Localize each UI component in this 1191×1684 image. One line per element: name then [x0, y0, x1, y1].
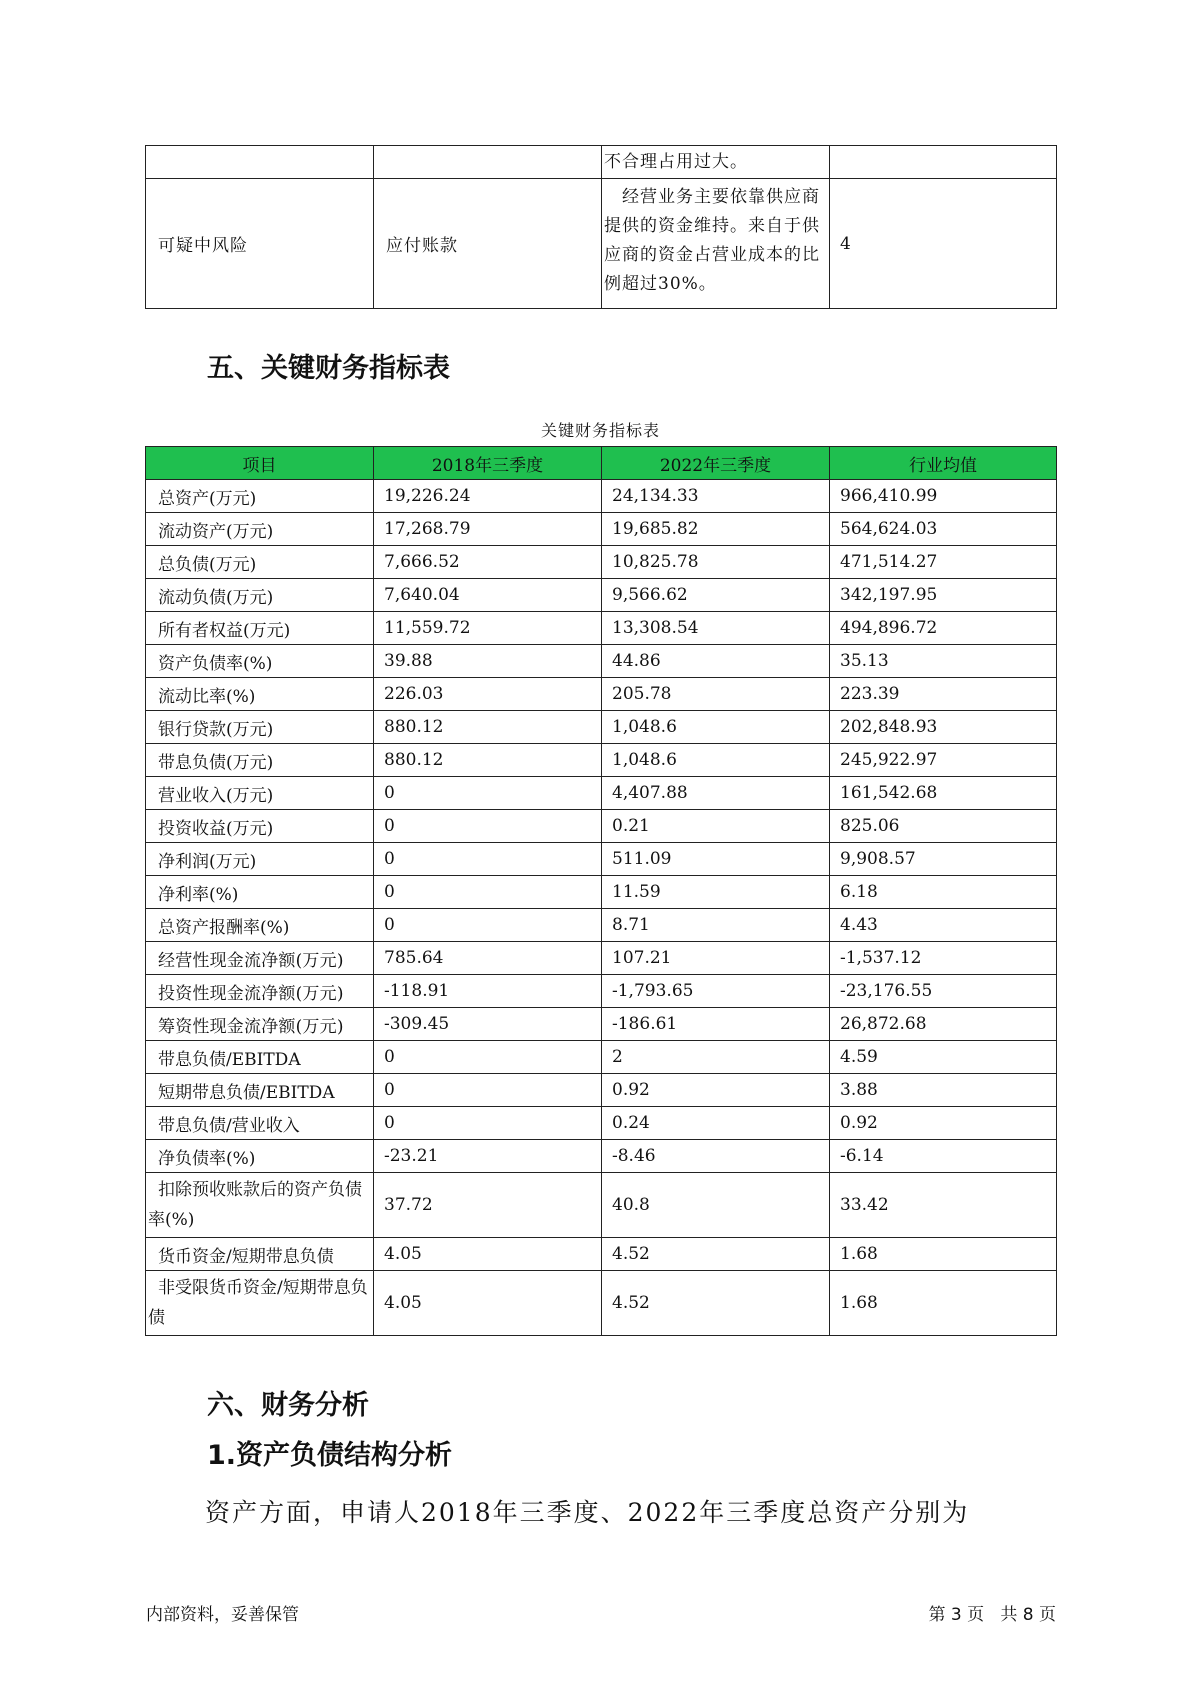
kpi-value: 0 [374, 909, 602, 942]
risk-type [146, 146, 374, 179]
kpi-value: 40.8 [602, 1173, 830, 1238]
kpi-item-label: 带息负债/EBITDA [146, 1041, 374, 1074]
kpi-item-label: 经营性现金流净额(万元) [146, 942, 374, 975]
kpi-row [146, 579, 1057, 612]
kpi-value: -23.21 [374, 1140, 602, 1173]
kpi-value: 966,410.99 [830, 480, 1057, 513]
kpi-value: 4.52 [602, 1238, 830, 1271]
kpi-value: 10,825.78 [602, 546, 830, 579]
kpi-row [146, 1041, 1057, 1074]
kpi-item-label: 货币资金/短期带息负债 [146, 1238, 374, 1271]
kpi-row [146, 942, 1057, 975]
kpi-value: 564,624.03 [830, 513, 1057, 546]
kpi-row [146, 678, 1057, 711]
kpi-row [146, 711, 1057, 744]
kpi-value: 37.72 [374, 1173, 602, 1238]
subsection-1-heading: 1.资产负债结构分析 [207, 1440, 453, 1471]
kpi-value: 4,407.88 [602, 777, 830, 810]
kpi-row [146, 1074, 1057, 1107]
section-5-heading: 五、关键财务指标表 [207, 353, 450, 384]
kpi-item-label: 筹资性现金流净额(万元) [146, 1008, 374, 1041]
kpi-value: 0 [374, 876, 602, 909]
kpi-value: -1,793.65 [602, 975, 830, 1008]
kpi-value: 4.05 [374, 1271, 602, 1336]
kpi-value: 11,559.72 [374, 612, 602, 645]
kpi-item-label: 营业收入(万元) [146, 777, 374, 810]
kpi-row [146, 744, 1057, 777]
kpi-row [146, 1107, 1057, 1140]
kpi-row [146, 810, 1057, 843]
kpi-value: 9,566.62 [602, 579, 830, 612]
kpi-value: 342,197.95 [830, 579, 1057, 612]
kpi-value: 13,308.54 [602, 612, 830, 645]
kpi-item-label: 净负债率(%) [146, 1140, 374, 1173]
kpi-value: 0 [374, 1041, 602, 1074]
kpi-value: 223.39 [830, 678, 1057, 711]
kpi-value: 0.92 [830, 1107, 1057, 1140]
kpi-value: 0 [374, 843, 602, 876]
kpi-item-label: 投资性现金流净额(万元) [146, 975, 374, 1008]
kpi-value: 35.13 [830, 645, 1057, 678]
kpi-row [146, 975, 1057, 1008]
kpi-value: 1.68 [830, 1238, 1057, 1271]
kpi-row [146, 480, 1057, 513]
kpi-value: 1,048.6 [602, 711, 830, 744]
kpi-item-label: 流动负债(万元) [146, 579, 374, 612]
kpi-value: 880.12 [374, 744, 602, 777]
kpi-row [146, 1173, 1057, 1238]
kpi-value: 11.59 [602, 876, 830, 909]
kpi-value: -6.14 [830, 1140, 1057, 1173]
kpi-value: 4.05 [374, 1238, 602, 1271]
table-caption: 关键财务指标表 [540, 421, 660, 440]
kpi-value: -8.46 [602, 1140, 830, 1173]
risk-description: 不合理占用过大。 [602, 146, 830, 179]
kpi-row [146, 1008, 1057, 1041]
kpi-item-label: 所有者权益(万元) [146, 612, 374, 645]
kpi-value: 107.21 [602, 942, 830, 975]
risk-type: 可疑中风险 [146, 179, 374, 309]
kpi-row [146, 909, 1057, 942]
kpi-value: 1,048.6 [602, 744, 830, 777]
kpi-row [146, 1271, 1057, 1336]
kpi-value: 4.59 [830, 1041, 1057, 1074]
kpi-item-label: 带息负债(万元) [146, 744, 374, 777]
kpi-header-cell: 2022年三季度 [602, 447, 830, 480]
kpi-value: 825.06 [830, 810, 1057, 843]
risk-row [146, 179, 1057, 309]
kpi-value: 19,685.82 [602, 513, 830, 546]
kpi-row [146, 843, 1057, 876]
kpi-row [146, 1140, 1057, 1173]
kpi-item-label: 流动比率(%) [146, 678, 374, 711]
kpi-value: 0 [374, 1074, 602, 1107]
kpi-value: 26,872.68 [830, 1008, 1057, 1041]
kpi-header-cell: 项目 [146, 447, 374, 480]
kpi-value: -23,176.55 [830, 975, 1057, 1008]
risk-description: 经营业务主要依靠供应商提供的资金维持。来自于供应商的资金占营业成本的比例超过30%。 [602, 179, 830, 309]
risk-score: 4 [830, 179, 1057, 309]
kpi-value: 0.92 [602, 1074, 830, 1107]
kpi-row [146, 777, 1057, 810]
kpi-value: -1,537.12 [830, 942, 1057, 975]
kpi-item-label: 净利润(万元) [146, 843, 374, 876]
kpi-item-label: 总资产报酬率(%) [146, 909, 374, 942]
kpi-value: 494,896.72 [830, 612, 1057, 645]
kpi-value: 1.68 [830, 1271, 1057, 1336]
kpi-header-cell: 2018年三季度 [374, 447, 602, 480]
kpi-value: -186.61 [602, 1008, 830, 1041]
kpi-value: 226.03 [374, 678, 602, 711]
kpi-value: 4.52 [602, 1271, 830, 1336]
kpi-item-label: 短期带息负债/EBITDA [146, 1074, 374, 1107]
kpi-header-cell: 行业均值 [830, 447, 1057, 480]
kpi-value: 0.21 [602, 810, 830, 843]
kpi-value: 205.78 [602, 678, 830, 711]
kpi-item-label: 投资收益(万元) [146, 810, 374, 843]
risk-score [830, 146, 1057, 179]
kpi-row [146, 645, 1057, 678]
kpi-item-label: 流动资产(万元) [146, 513, 374, 546]
kpi-item-label: 总负债(万元) [146, 546, 374, 579]
kpi-row [146, 876, 1057, 909]
footer-confidential: 内部资料，妥善保管 [146, 1605, 299, 1625]
kpi-value: 8.71 [602, 909, 830, 942]
risk-item: 应付账款 [374, 179, 602, 309]
kpi-item-label: 带息负债/营业收入 [146, 1107, 374, 1140]
risk-item [374, 146, 602, 179]
kpi-value: 2 [602, 1041, 830, 1074]
kpi-value: 0 [374, 810, 602, 843]
kpi-item-label: 资产负债率(%) [146, 645, 374, 678]
kpi-value: 0 [374, 1107, 602, 1140]
kpi-row [146, 513, 1057, 546]
kpi-row [146, 546, 1057, 579]
kpi-value: 785.64 [374, 942, 602, 975]
kpi-item-label: 净利率(%) [146, 876, 374, 909]
kpi-row [146, 612, 1057, 645]
body-paragraph: 资产方面，申请人2018年三季度、2022年三季度总资产分别为 [205, 1498, 970, 1527]
kpi-value: 4.43 [830, 909, 1057, 942]
kpi-item-label: 扣除预收账款后的资产负债率(%) [146, 1173, 374, 1238]
kpi-item-label: 总资产(万元) [146, 480, 374, 513]
kpi-value: 17,268.79 [374, 513, 602, 546]
section-6-heading: 六、财务分析 [207, 1390, 369, 1421]
footer-page-number: 第 3 页 共 8 页 [928, 1605, 1056, 1625]
kpi-value: 0 [374, 777, 602, 810]
kpi-value: 245,922.97 [830, 744, 1057, 777]
kpi-value: 19,226.24 [374, 480, 602, 513]
kpi-value: 880.12 [374, 711, 602, 744]
kpi-value: -118.91 [374, 975, 602, 1008]
kpi-value: 3.88 [830, 1074, 1057, 1107]
kpi-header-row [146, 447, 1057, 480]
kpi-value: -309.45 [374, 1008, 602, 1041]
kpi-value: 6.18 [830, 876, 1057, 909]
kpi-value: 24,134.33 [602, 480, 830, 513]
kpi-value: 511.09 [602, 843, 830, 876]
kpi-value: 44.86 [602, 645, 830, 678]
kpi-value: 7,640.04 [374, 579, 602, 612]
kpi-item-label: 非受限货币资金/短期带息负债 [146, 1271, 374, 1336]
risk-table [145, 145, 1057, 309]
kpi-value: 471,514.27 [830, 546, 1057, 579]
kpi-item-label: 银行贷款(万元) [146, 711, 374, 744]
kpi-table [145, 446, 1057, 1336]
kpi-value: 39.88 [374, 645, 602, 678]
kpi-value: 202,848.93 [830, 711, 1057, 744]
kpi-value: 9,908.57 [830, 843, 1057, 876]
risk-row [146, 146, 1057, 179]
kpi-value: 7,666.52 [374, 546, 602, 579]
kpi-value: 161,542.68 [830, 777, 1057, 810]
kpi-value: 33.42 [830, 1173, 1057, 1238]
kpi-row [146, 1238, 1057, 1271]
kpi-value: 0.24 [602, 1107, 830, 1140]
